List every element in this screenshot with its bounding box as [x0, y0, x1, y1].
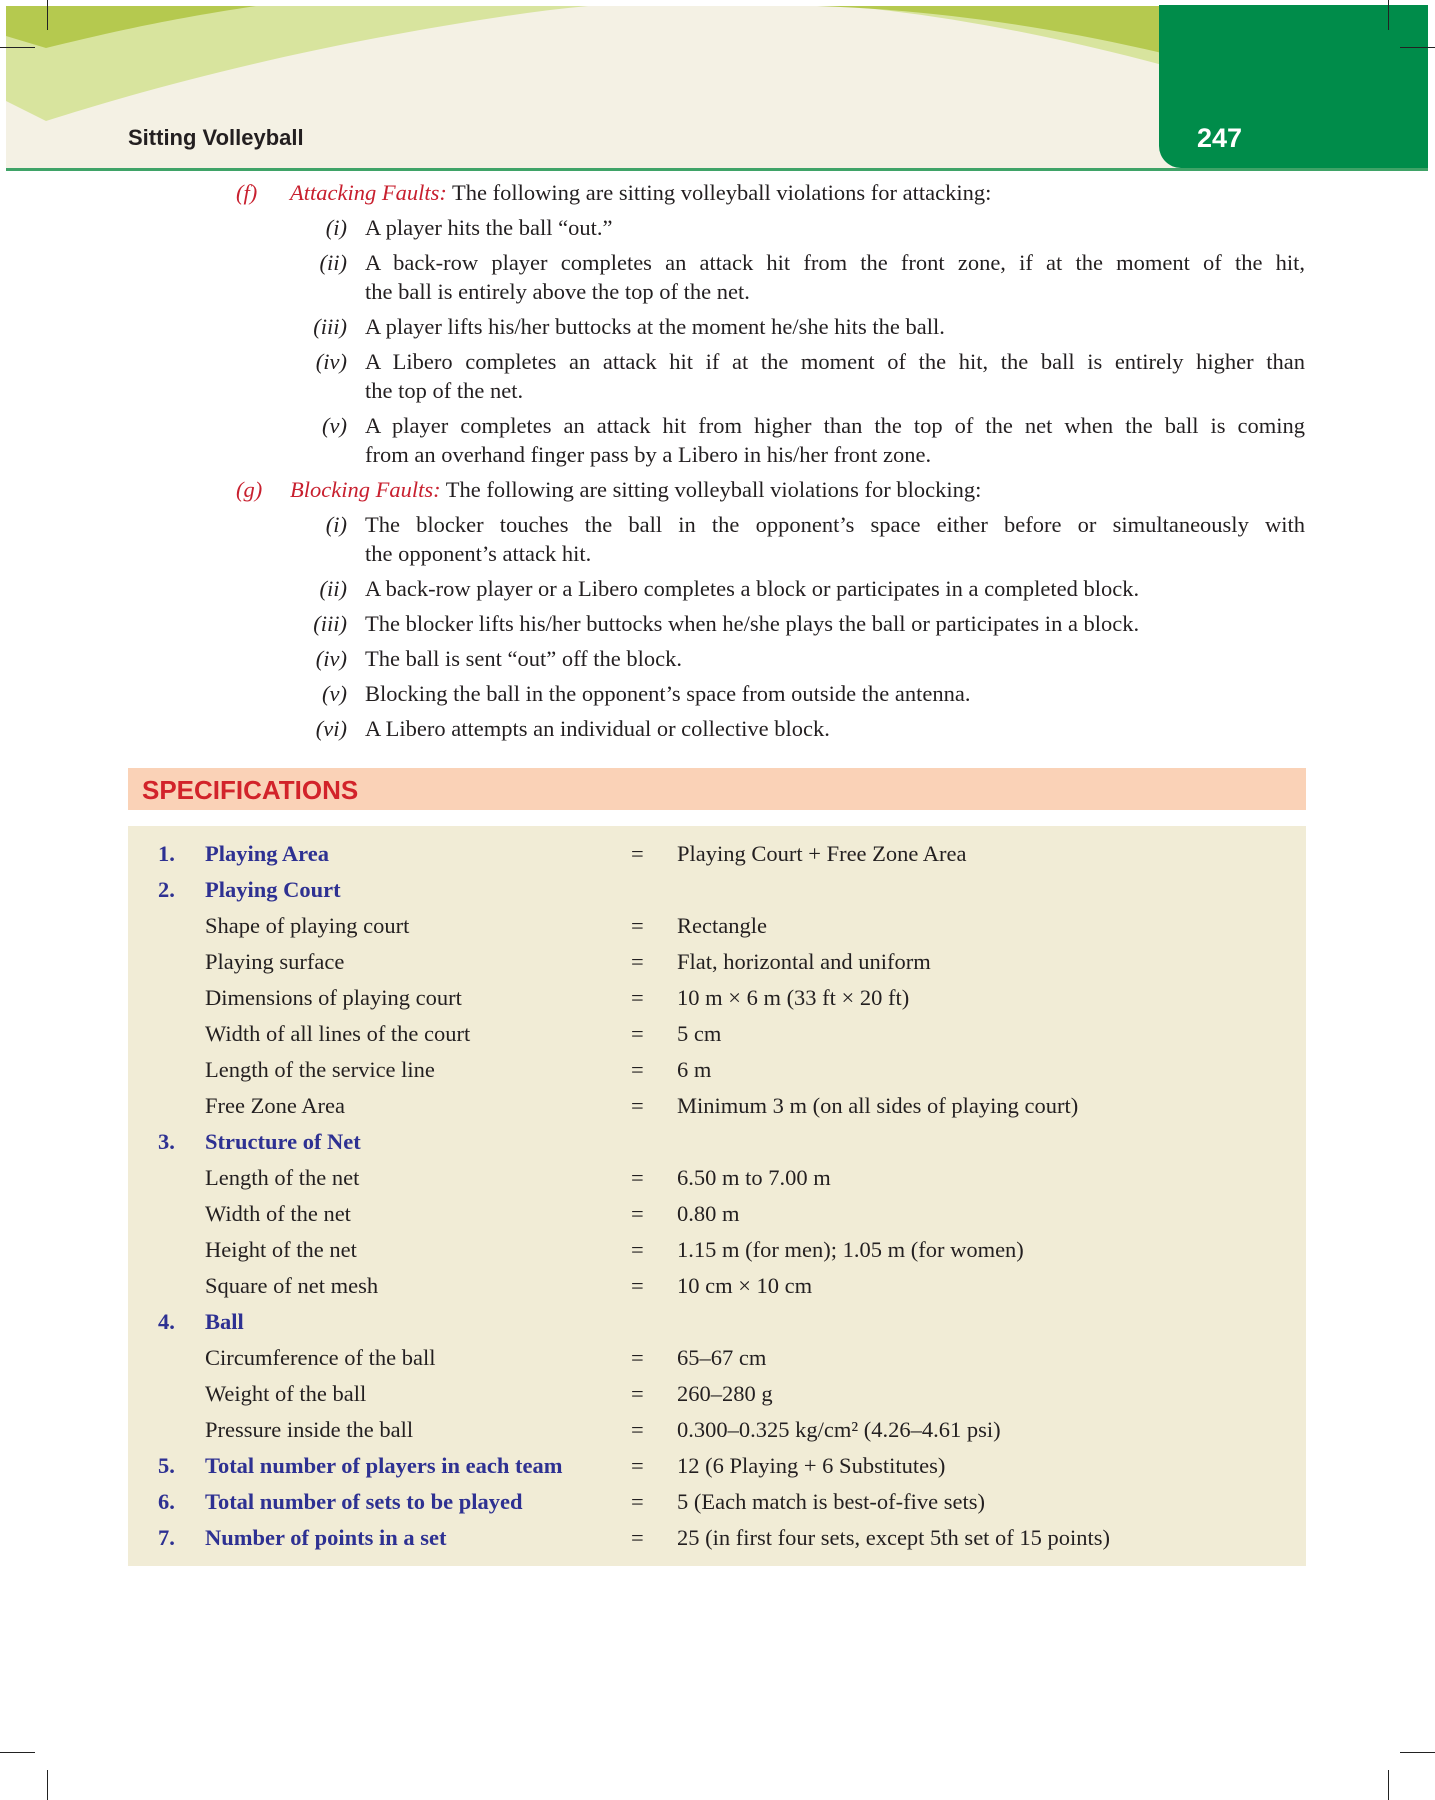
- item-text-line: the opponent’s attack hit.: [365, 541, 592, 566]
- spec-label: Ball: [205, 1309, 244, 1334]
- spec-label: Circumference of the ball: [205, 1345, 436, 1370]
- spec-row: [128, 1160, 1306, 1196]
- fault-item: [0, 714, 1435, 743]
- item-text: [365, 411, 1305, 469]
- spec-label: Total number of sets to be played: [205, 1489, 523, 1514]
- fault-section: [0, 178, 1435, 207]
- item-text-line: Blocking the ball in the opponent’s space from outside the antenna.: [365, 681, 971, 706]
- item-marker: (iii): [313, 314, 347, 339]
- item-text: [365, 248, 1305, 306]
- item-text-line: from an overhand finger pass by a Libero in his/her front zone.: [365, 442, 932, 467]
- spec-number: 7.: [158, 1525, 175, 1550]
- spec-equals: =: [631, 1201, 644, 1226]
- spec-value: Rectangle: [677, 913, 767, 938]
- fault-item: [0, 411, 1435, 469]
- chapter-title: Sitting Volleyball: [128, 125, 304, 150]
- spec-value: 10 m × 6 m (33 ft × 20 ft): [677, 985, 910, 1010]
- fault-item: [0, 248, 1435, 306]
- item-text: [365, 714, 1305, 743]
- spec-row: [128, 1412, 1306, 1448]
- fault-item: [0, 679, 1435, 708]
- spec-number: 5.: [158, 1453, 175, 1478]
- spec-value: 5 (Each match is best-of-five sets): [677, 1489, 986, 1514]
- item-text-line: the top of the net.: [365, 378, 524, 403]
- section-text: [290, 178, 1435, 207]
- fault-item: [0, 574, 1435, 603]
- item-marker: (ii): [319, 576, 347, 601]
- spec-row: [128, 980, 1306, 1016]
- section-heading: Blocking Faults:: [290, 477, 441, 502]
- spec-row: [128, 1196, 1306, 1232]
- spec-value: Minimum 3 m (on all sides of playing court): [677, 1093, 1079, 1118]
- spec-value: 0.300–0.325 kg/cm² (4.26–4.61 psi): [677, 1417, 1001, 1442]
- fault-item: [0, 213, 1435, 242]
- crop-mark: [1400, 47, 1435, 48]
- spec-equals: =: [631, 1273, 644, 1298]
- item-text: [365, 510, 1305, 568]
- spec-value: 12 (6 Playing + 6 Substitutes): [677, 1453, 946, 1478]
- spec-equals: =: [631, 1237, 644, 1262]
- spec-equals: =: [631, 949, 644, 974]
- specifications-table: [128, 826, 1306, 1566]
- spec-label: Pressure inside the ball: [205, 1417, 414, 1442]
- item-text-line: the ball is entirely above the top of the net.: [365, 279, 750, 304]
- item-marker: (iv): [315, 646, 347, 671]
- item-text-line: The blocker lifts his/her buttocks when he/she plays the ball or participates in a block.: [365, 611, 1140, 636]
- spec-row: [128, 1016, 1306, 1052]
- spec-value: 65–67 cm: [677, 1345, 767, 1370]
- spec-label: Width of all lines of the court: [205, 1021, 471, 1046]
- item-marker: (vi): [315, 716, 347, 741]
- spec-row: [128, 1088, 1306, 1124]
- spec-row: [128, 872, 1306, 908]
- spec-row: [128, 1232, 1306, 1268]
- item-marker: (i): [325, 512, 347, 537]
- item-text-line: The blocker touches the ball in the opponent’s space either before or simultaneously with: [365, 512, 1305, 537]
- spec-label: Structure of Net: [205, 1129, 361, 1154]
- spec-value: 6.50 m to 7.00 m: [677, 1165, 831, 1190]
- spec-number: 6.: [158, 1489, 175, 1514]
- item-text-line: A back-row player or a Libero completes a block or participates in a completed block.: [365, 576, 1140, 601]
- spec-label: Weight of the ball: [205, 1381, 367, 1406]
- item-text: [365, 347, 1305, 405]
- crop-mark: [47, 0, 48, 30]
- spec-equals: =: [631, 1093, 644, 1118]
- spec-label: Height of the net: [205, 1237, 357, 1262]
- spec-label: Playing Court: [205, 877, 341, 902]
- item-text: [365, 644, 1305, 673]
- spec-label: Square of net mesh: [205, 1273, 379, 1298]
- spec-value: 5 cm: [677, 1021, 722, 1046]
- spec-value: Flat, horizontal and uniform: [677, 949, 931, 974]
- spec-value: 260–280 g: [677, 1381, 773, 1406]
- fault-item: [0, 510, 1435, 568]
- spec-label: Total number of players in each team: [205, 1453, 563, 1478]
- crop-mark: [1400, 1752, 1435, 1753]
- spec-equals: =: [631, 841, 644, 866]
- spec-row: [128, 944, 1306, 980]
- crop-mark: [1388, 1770, 1389, 1800]
- spec-equals: =: [631, 985, 644, 1010]
- spec-equals: =: [631, 1057, 644, 1082]
- spec-label: Playing surface: [205, 949, 345, 974]
- fault-item: [0, 609, 1435, 638]
- spec-value: 10 cm × 10 cm: [677, 1273, 813, 1298]
- spec-row: [128, 1340, 1306, 1376]
- spec-row: [128, 1520, 1306, 1556]
- spec-value: 1.15 m (for men); 1.05 m (for women): [677, 1237, 1024, 1262]
- fault-section: [0, 475, 1435, 504]
- fault-item: [0, 312, 1435, 341]
- section-marker: (f): [236, 180, 258, 205]
- spec-row: [128, 1304, 1306, 1340]
- item-text: [365, 213, 1305, 242]
- item-marker: (v): [322, 681, 347, 706]
- section-marker: (g): [236, 477, 263, 502]
- spec-number: 2.: [158, 877, 175, 902]
- spec-equals: =: [631, 913, 644, 938]
- section-intro: The following are sitting volleyball violations for blocking:: [440, 477, 982, 502]
- crop-mark: [0, 47, 35, 48]
- spec-label: Free Zone Area: [205, 1093, 345, 1118]
- spec-row: [128, 836, 1306, 872]
- item-text: [365, 609, 1305, 638]
- spec-equals: =: [631, 1417, 644, 1442]
- item-text-line: A player completes an attack hit from higher than the top of the net when the ball is coming: [365, 413, 1305, 438]
- spec-label: Playing Area: [205, 841, 329, 866]
- item-text-line: A player hits the ball “out.”: [365, 215, 613, 240]
- spec-equals: =: [631, 1165, 644, 1190]
- spec-value: Playing Court + Free Zone Area: [677, 841, 967, 866]
- spec-equals: =: [631, 1453, 644, 1478]
- spec-equals: =: [631, 1021, 644, 1046]
- spec-row: [128, 1448, 1306, 1484]
- item-marker: (iii): [313, 611, 347, 636]
- spec-label: Length of the service line: [205, 1057, 435, 1082]
- specifications-title: SPECIFICATIONS: [142, 775, 359, 805]
- crop-mark: [1388, 0, 1389, 30]
- item-text-line: A player lifts his/her buttocks at the moment he/she hits the ball.: [365, 314, 945, 339]
- spec-equals: =: [631, 1489, 644, 1514]
- fault-item: [0, 644, 1435, 673]
- spec-label: Shape of playing court: [205, 913, 410, 938]
- item-marker: (iv): [315, 349, 347, 374]
- spec-label: Length of the net: [205, 1165, 360, 1190]
- spec-label: Width of the net: [205, 1201, 351, 1226]
- item-text: [365, 679, 1305, 708]
- spec-number: 4.: [158, 1309, 175, 1334]
- spec-row: [128, 1484, 1306, 1520]
- item-marker: (i): [325, 215, 347, 240]
- spec-equals: =: [631, 1345, 644, 1370]
- spec-label: Number of points in a set: [205, 1525, 447, 1550]
- spec-value: 25 (in first four sets, except 5th set of 15 points): [677, 1525, 1111, 1550]
- item-text-line: A Libero completes an attack hit if at the moment of the hit, the ball is entirely higher than: [365, 349, 1305, 374]
- specifications-heading-bar: [128, 768, 1306, 810]
- spec-label: Dimensions of playing court: [205, 985, 462, 1010]
- fault-item: [0, 347, 1435, 405]
- spec-row: [128, 1124, 1306, 1160]
- item-text-line: The ball is sent “out” off the block.: [365, 646, 682, 671]
- spec-number: 3.: [158, 1129, 175, 1154]
- section-text: [290, 475, 1435, 504]
- item-text: [365, 312, 1305, 341]
- section-intro: The following are sitting volleyball violations for attacking:: [446, 180, 992, 205]
- page-number: 247: [1197, 123, 1243, 153]
- crop-mark: [47, 1770, 48, 1800]
- spec-value: 6 m: [677, 1057, 712, 1082]
- item-text-line: A back-row player completes an attack hit from the front zone, if at the moment of the hit,: [365, 250, 1305, 275]
- item-marker: (v): [322, 413, 347, 438]
- item-text-line: A Libero attempts an individual or collective block.: [365, 716, 830, 741]
- spec-equals: =: [631, 1381, 644, 1406]
- spec-row: [128, 1268, 1306, 1304]
- crop-mark: [0, 1752, 35, 1753]
- faults-content: [0, 178, 1435, 749]
- spec-row: [128, 908, 1306, 944]
- item-text: [365, 574, 1305, 603]
- spec-row: [128, 1052, 1306, 1088]
- spec-row: [128, 1376, 1306, 1412]
- spec-value: 0.80 m: [677, 1201, 740, 1226]
- item-marker: (ii): [319, 250, 347, 275]
- header-divider: [6, 168, 1428, 171]
- section-heading: Attacking Faults:: [290, 180, 447, 205]
- spec-number: 1.: [158, 841, 175, 866]
- spec-equals: =: [631, 1525, 644, 1550]
